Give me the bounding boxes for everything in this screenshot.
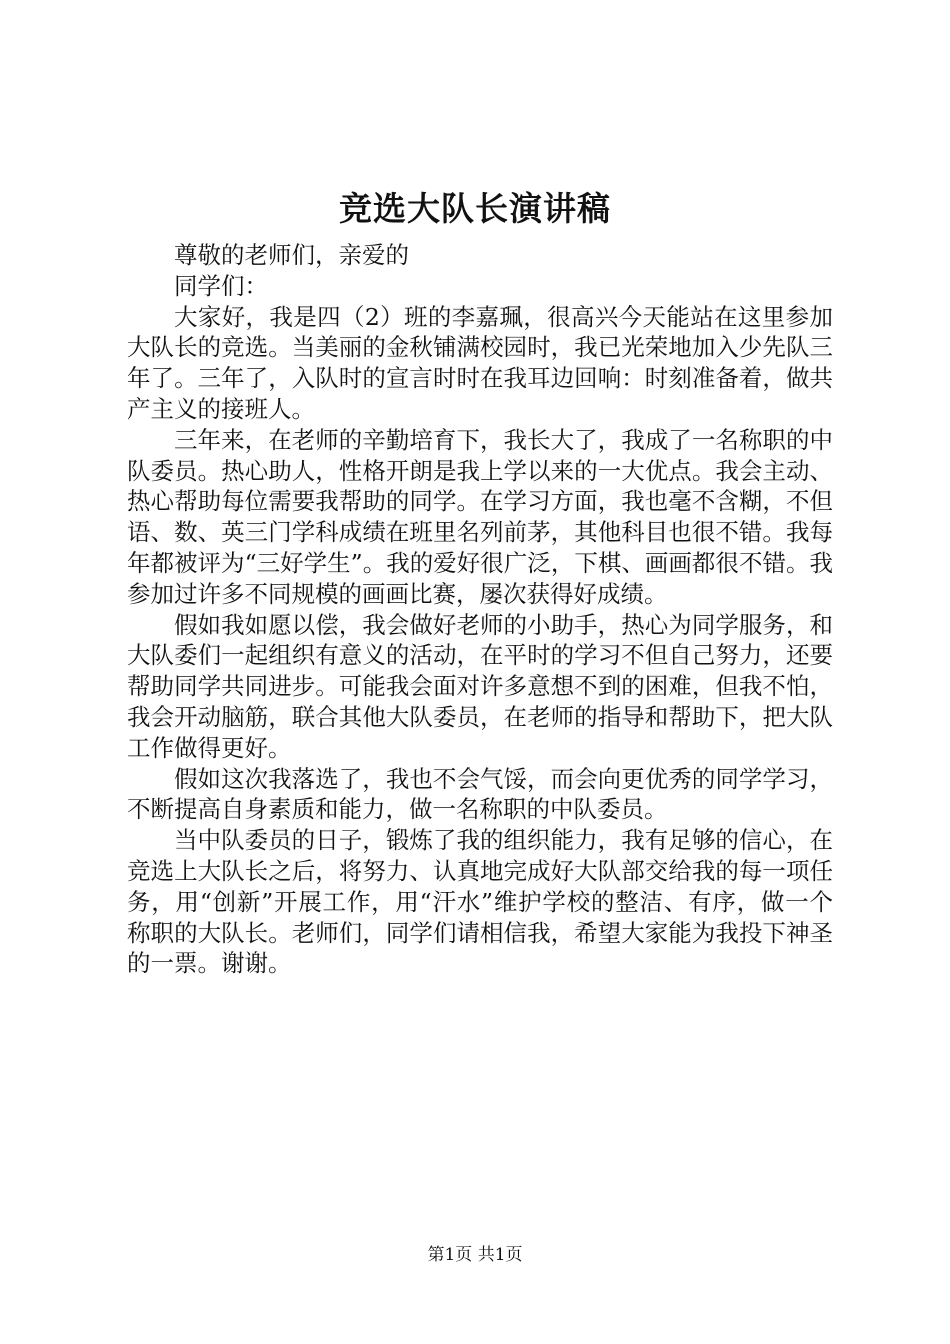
page-number: 第1页 共1页 bbox=[427, 1245, 523, 1265]
paragraph-closing: 当中队委员的日子，锻炼了我的组织能力，我有足够的信心，在竞选上大队长之后，将努力、认真地完成好大队部交给我的每一项任务，用“创新”开展工作，用“汗水”维护学校的整洁、有序，做一个称职的大队长。老师们，同学们请相信我，希望大家能为我投下神圣的一票。谢谢。 bbox=[127, 826, 833, 978]
paragraph-intro: 大家好，我是四（2）班的李嘉珮，很高兴今天能站在这里参加大队长的竞选。当美丽的金秋铺满校园时，我已光荣地加入少先队三年了。三年了，入队时的宣言时时在我耳边回响：时刻准备着，做共产主义的接班人。 bbox=[127, 302, 833, 423]
greeting-line-1: 尊敬的老师们，亲爱的 bbox=[174, 241, 409, 269]
paragraph-if-not-elected: 假如这次我落选了，我也不会气馁，而会向更优秀的同学学习，不断提高自身素质和能力，做一名称职的中队委员。 bbox=[127, 764, 833, 824]
document-title: 竞选大队长演讲稿 bbox=[339, 189, 611, 228]
document-body bbox=[127, 240, 833, 979]
paragraph-if-elected: 假如我如愿以偿，我会做好老师的小助手，热心为同学服务，和大队委们一起组织有意义的活动，在平时的学习不但自己努力，还要帮助同学共同进步。可能我会面对许多意想不到的困难，但我不怕，我会开动脑筋，联合其他大队委员，在老师的指导和帮助下，把大队工作做得更好。 bbox=[127, 610, 833, 762]
paragraph-achievements: 三年来，在老师的辛勤培育下，我长大了，我成了一名称职的中队委员。热心助人，性格开朗是我上学以来的一大优点。我会主动、热心帮助每位需要我帮助的同学。在学习方面，我也毫不含糊，不但语、数、英三门学科成绩在班里名列前茅，其他科目也很不错。我每年都被评为“三好学生”。我的爱好很广泛，下棋、画画都很不错。我参加过许多不同规模的画画比赛，屡次获得好成绩。 bbox=[127, 425, 833, 608]
greeting-line-2: 同学们： bbox=[174, 271, 268, 300]
